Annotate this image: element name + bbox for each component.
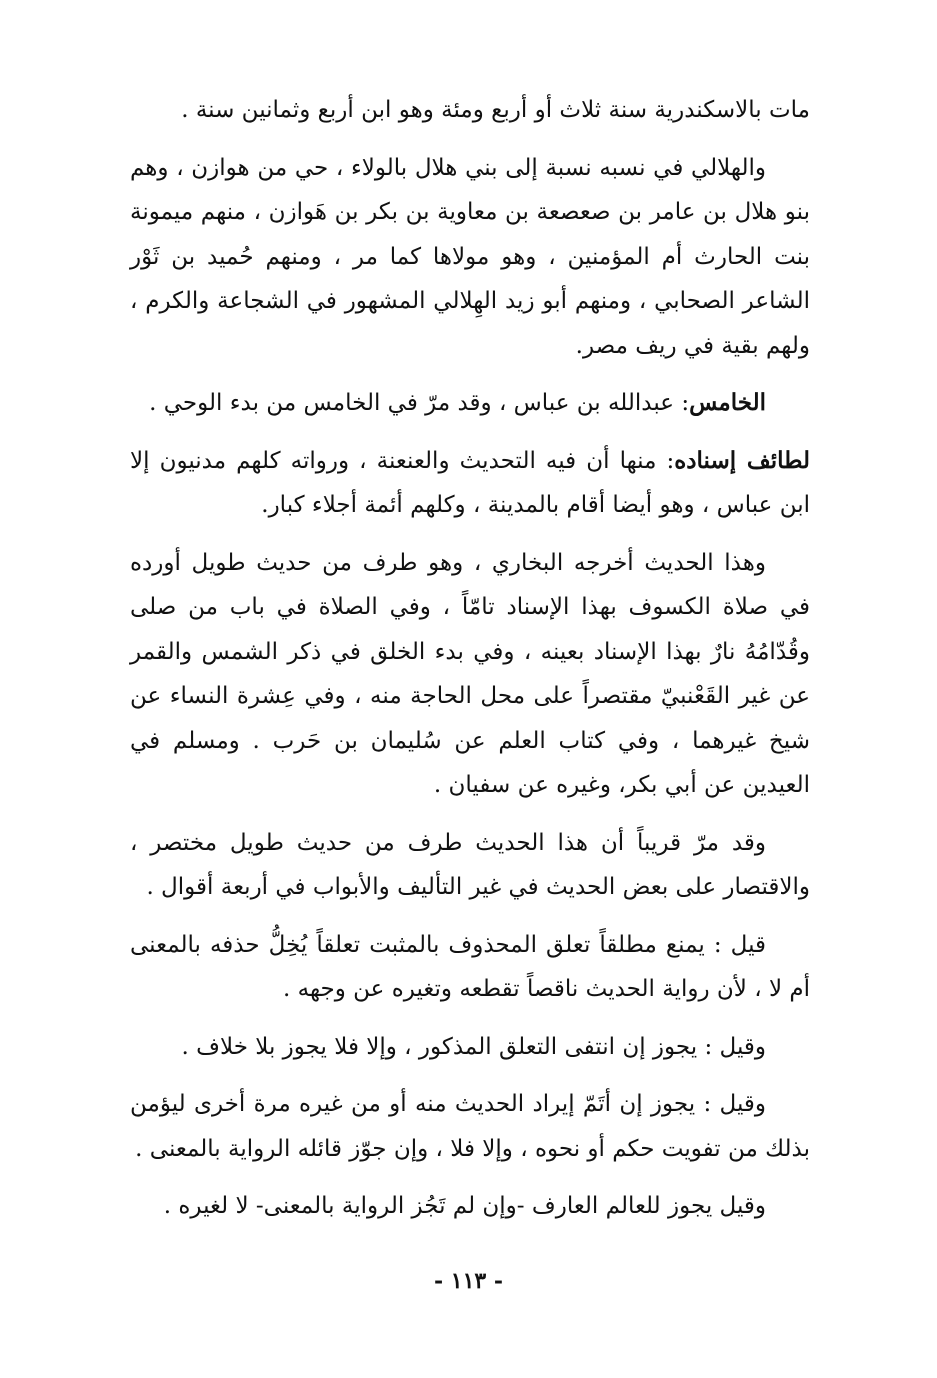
- paragraph-death-note: [130, 88, 810, 133]
- paragraph-hadith-sources: [130, 541, 810, 808]
- paragraph-text: : منها أن فيه التحديث والعنعنة ، ورواته كلهم مدنيون إلا ابن عباس ، وهو أيضا أقام بالمدينة ، وكلهم أئمة أجلاء كبار.: [130, 447, 810, 518]
- paragraph-text: وقيل : يجوز إن انتفى التعلق المذكور ، وإلا فلا يجوز بلا خلاف .: [181, 1033, 766, 1060]
- paragraph-text: وقيل يجوز للعالم العارف -وإن لم تَجُز الرواية بالمعنى- لا لغيره .: [163, 1193, 766, 1219]
- paragraph-opinion-one: [130, 923, 810, 1012]
- paragraph-opinion-three: [130, 1082, 810, 1171]
- paragraph-opinion-four: [130, 1184, 810, 1229]
- paragraph-isnad-subtleties: [130, 439, 810, 528]
- paragraph-heading: الخامس: [689, 389, 766, 416]
- paragraph-text: وهذا الحديث أخرجه البخاري ، وهو طرف من حديث طويل أورده في صلاة الكسوف بهذا الإسناد تامّاً ، وفي الصلاة في باب من صلى وقُدّامُهُ نارٌ بهذا الإسناد بعينه ، وفي بدء الخلق في ذكر الشمس والقمر عن غير القَعْنبيّ مقتصراً على محل الحاجة منه ، وفي عِشرة النساء عن شيخ غيرهما ، وفي كتاب العلم عن سُليمان بن حَرب . ومسلم في العيدين عن أبي بكر، وغيره عن سفيان .: [130, 549, 810, 798]
- paragraph-opinion-two: [130, 1025, 810, 1070]
- paragraph-text: وقد مرّ قريباً أن هذا الحديث طرف من حديث طويل مختصر ، والاقتصار على بعض الحديث في غير التأليف والأبواب في أربعة أقوال .: [130, 829, 810, 900]
- paragraph-abridgement-intro: [130, 821, 810, 910]
- paragraph-text: مات بالاسكندرية سنة ثلاث أو أربع ومئة وهو ابن أربع وثمانين سنة .: [181, 97, 810, 123]
- paragraph-hilali-lineage: [130, 146, 810, 369]
- paragraph-heading: لطائف إسناده: [674, 446, 810, 474]
- paragraph-text: قيل : يمنع مطلقاً تعلق المحذوف بالمثبت تعلقاً يُخِلُّ حذفه بالمعنى أم لا ، لأن رواية الحديث ناقصاً تقطعه وتغيره عن وجهه .: [130, 931, 810, 1002]
- paragraph-text: : عبدالله بن عباس ، وقد مرّ في الخامس من بدء الوحي .: [149, 390, 690, 416]
- paragraph-text: وقيل : يجوز إن أتَمّ إيراد الحديث منه أو من غيره مرة أخرى ليؤمن بذلك من تفويت حكم أو نحوه ، وإلا فلا ، وإن جوّز قائله الرواية بالمعنى .: [130, 1091, 810, 1162]
- page-body: [130, 88, 810, 1242]
- paragraph-text: والهلالي في نسبه نسبة إلى بني هلال بالولاء ، حي من هوازن ، وهم بنو هلال بن عامر بن صعصعة بن معاوية بن بكر بن هَوازن ، منهم ميمونة بنت الحارث أم المؤمنين ، وهو مولاها كما مر ، ومنهم حُميد بن ثَوْر الشاعر الصحابي ، ومنهم أبو زيد الهِلالي المشهور في الشجاعة والكرم ، ولهم بقية في ريف مصر.: [130, 154, 810, 359]
- paragraph-fifth-narrator: [130, 381, 810, 426]
- page-number: - ١١٣ -: [433, 1268, 504, 1294]
